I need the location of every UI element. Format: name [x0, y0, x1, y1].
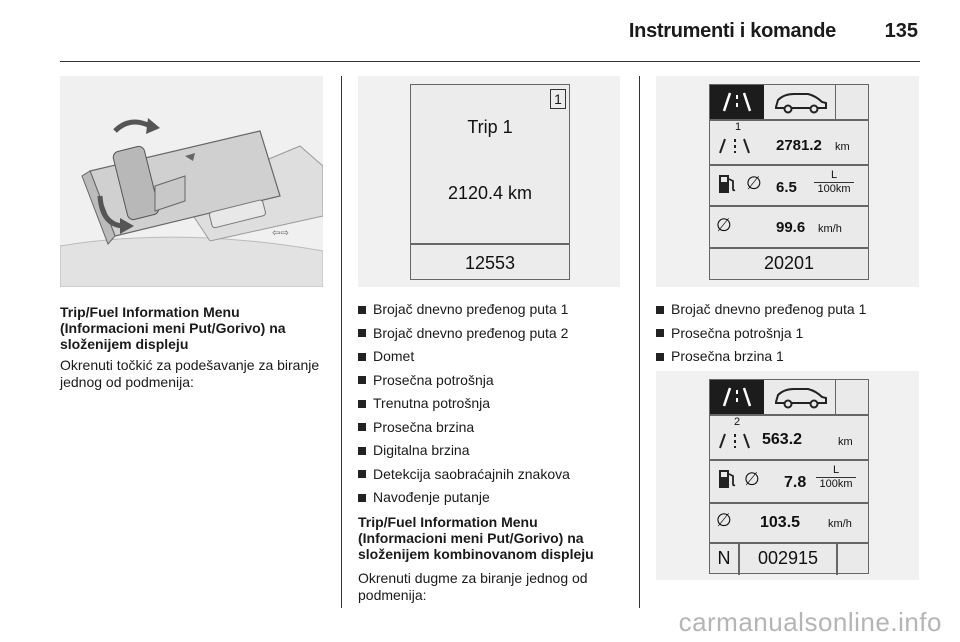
road-icon: [710, 85, 764, 119]
submenu-list: [358, 298, 633, 510]
list-item: Brojač dnevno pređenog puta 2: [358, 322, 633, 346]
gear-indicator: N: [717, 548, 731, 568]
distance-unit: km: [835, 141, 850, 153]
speed-unit: km/h: [828, 518, 852, 530]
trip-badge: 1: [550, 89, 566, 109]
fuel-pump-icon: [718, 468, 738, 492]
distance-value: 563.2: [762, 431, 803, 448]
watermark: carmanualsonline.info: [678, 607, 942, 637]
lcd-screen: [709, 379, 869, 574]
speed-unit: km/h: [818, 223, 842, 235]
road-icon: [710, 380, 764, 414]
list-item: Brojač dnevno pređenog puta 1: [656, 298, 926, 322]
trip-index: 2: [734, 416, 741, 428]
bullet-icon: [358, 400, 366, 408]
page-number: 135: [884, 20, 918, 42]
distance-unit: km: [838, 436, 853, 448]
column-divider: [639, 76, 640, 608]
average-icon: ∅: [716, 510, 732, 530]
odometer: 20201: [763, 253, 815, 273]
road-icon: [716, 430, 756, 450]
distance-value: 2781.2: [776, 137, 822, 154]
bullet-icon: [358, 470, 366, 478]
odometer: 002915: [757, 548, 819, 568]
list-item: Trenutna potrošnja: [358, 392, 633, 416]
trip-display-figure: [358, 76, 620, 287]
consumption-unit-top: L: [830, 169, 838, 181]
stalk-illustration: [60, 76, 323, 287]
car-tab: [764, 85, 836, 119]
combined-display-figure-1: [656, 76, 919, 287]
road-tab: [710, 85, 764, 119]
speed-value: 99.6: [776, 219, 806, 236]
consumption-value: 7.8: [784, 474, 807, 491]
car-tab: [764, 380, 836, 414]
road-tab: [710, 380, 764, 414]
bullet-icon: [358, 306, 366, 314]
instruction-text: Okrenuti točkić za podešavanje za biranje jednog od podmenija:: [60, 357, 320, 390]
trip-title: Trip 1: [467, 117, 513, 137]
trip-index: 1: [735, 121, 742, 133]
section-heading: Trip/Fuel Information Menu (Informacioni meni Put/Gorivo) na složenijem kombinovanom displeju: [358, 514, 594, 562]
list-item: Navođenje putanje: [358, 486, 633, 510]
lcd-screen: [410, 84, 570, 280]
submenu-list: [656, 298, 926, 369]
page-header-title: Instrumenti i komande: [628, 20, 836, 42]
bullet-icon: [656, 329, 664, 337]
list-item: Domet: [358, 345, 633, 369]
stalk-symbol: ⇦⇨: [272, 228, 289, 239]
bullet-icon: [656, 306, 664, 314]
average-icon: ∅: [744, 469, 760, 489]
lcd-screen: [709, 84, 869, 280]
trip-value: 2120.4 km: [447, 183, 533, 203]
bullet-icon: [656, 353, 664, 361]
list-item: Prosečna brzina: [358, 416, 633, 440]
road-icon: [716, 135, 756, 155]
odometer: 12553: [464, 253, 516, 273]
list-item: Brojač dnevno pređenog puta 1: [358, 298, 633, 322]
bullet-icon: [358, 423, 366, 431]
list-item: Digitalna brzina: [358, 439, 633, 463]
consumption-unit-bottom: 100km: [819, 478, 853, 490]
consumption-value: 6.5: [776, 179, 797, 196]
speed-value: 103.5: [760, 514, 801, 531]
bullet-icon: [358, 376, 366, 384]
steering-stalk-drawing: [60, 76, 323, 287]
car-icon: [764, 85, 836, 119]
bullet-icon: [358, 447, 366, 455]
list-item: Prosečna brzina 1: [656, 345, 926, 369]
fuel-pump-icon: [718, 173, 738, 197]
list-item: Prosečna potrošnja: [358, 369, 633, 393]
average-icon: ∅: [746, 173, 762, 193]
bullet-icon: [358, 494, 366, 502]
list-item: Prosečna potrošnja 1: [656, 322, 926, 346]
column-divider: [341, 76, 342, 608]
car-icon: [764, 380, 836, 414]
consumption-unit-top: L: [832, 464, 840, 476]
bullet-icon: [358, 329, 366, 337]
list-item: Detekcija saobraćajnih znakova: [358, 463, 633, 487]
combined-display-figure-2: [656, 371, 919, 580]
average-icon: ∅: [716, 215, 732, 235]
lcd-divider: [411, 243, 569, 245]
bullet-icon: [358, 353, 366, 361]
consumption-unit-bottom: 100km: [817, 183, 851, 195]
section-heading: Trip/Fuel Information Menu (Informacioni meni Put/Gorivo) na složenijem displeju: [60, 304, 286, 352]
instruction-text: Okrenuti dugme za biranje jednog od podmenija:: [358, 570, 588, 603]
header-rule: [60, 61, 920, 62]
